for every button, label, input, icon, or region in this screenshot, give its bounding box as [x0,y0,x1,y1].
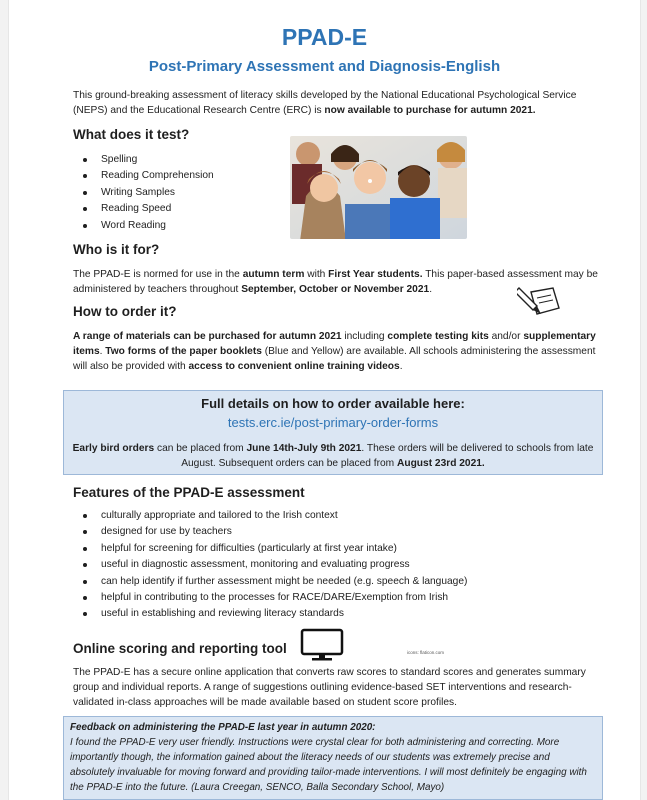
list-item: Writing Samples [73,185,283,201]
order-bold-3: supplementary items [73,331,596,357]
order-dates-text-2: . These orders will be delivered to schools from late August. Subsequent orders can be placed from [181,443,594,469]
list-item: useful in establishing and reviewing literacy standards [73,606,593,622]
who-heading: Who is it for? [73,242,160,257]
feedback-quote [70,735,596,795]
who-text-3: This paper-based assessment may be administered by teachers throughout [73,269,598,295]
order-text-3: . [99,346,106,357]
order-text-5: . [399,361,403,372]
order-details-box [63,390,603,475]
order-forms-link[interactable]: tests.erc.ie/post-primary-order-forms [227,415,439,430]
order-details-heading: Full details on how to order available here: [201,396,465,411]
list-item: useful in diagnostic assessment, monitoring and evaluating progress [73,557,593,573]
who-text-2: with [304,269,329,280]
students-photo-graphic [290,136,467,239]
order-bold-2: complete testing kits [387,331,489,342]
what-list [73,152,283,234]
what-heading: What does it test? [73,127,190,142]
order-text-4: (Blue and Yellow) are available. All schools administering the assessment will also be provided with [73,346,596,372]
intro-text: This ground-breaking assessment of literacy skills developed by the National Educational Psychological Service (NEPS) and the Educational Research Centre (ERC) is [73,90,577,116]
who-bold-3: September, October or November 2021 [241,284,430,295]
who-bold-1: autumn term [242,269,305,280]
monitor-icon [300,628,344,662]
page [8,0,641,800]
order-text-1: including [341,331,388,342]
feedback-box [63,716,603,800]
page-title: PPAD-E [281,24,368,50]
order-bold-1: A range of materials can be purchased for autumn 2021 [73,331,342,342]
order-dates-text-1: can be placed from [154,443,247,454]
order-dates-bold-2: June 14th-July 9th 2021 [246,443,362,454]
page-subtitle: Post-Primary Assessment and Diagnosis-English [148,58,501,75]
list-item: Spelling [73,152,283,168]
icon-credit: icons: flaticon.com [407,650,445,655]
feedback-quote-text: I found the PPAD-E very user friendly. Instructions were crystal clear for both administering and correcting. More importantly though, the information gained about the literacy needs of our students was extremely precise and absolutely invaluable for moving forward and providing tailor-made interventions. I will most definitely be engaging with the PPAD-E into the future. [70,737,587,793]
intro-paragraph [73,88,593,118]
online-paragraph: The PPAD-E has a secure online application that converts raw scores to standard scores and generates summary group and individual reports. A range of suggestions outlining evidence-based SET interventions and research-validated in-class approaches will be made available based on student score profiles. [73,667,586,708]
order-text-2: and/or [488,331,524,342]
list-item: Word Reading [73,218,283,234]
list-item: Reading Comprehension [73,168,283,184]
who-text-4: . [429,284,433,295]
list-item: Reading Speed [73,201,283,217]
order-heading: How to order it? [73,304,177,319]
feedback-attribution: (Laura Creegan, SENCO, Balla Secondary School, Mayo) [188,782,445,793]
students-photo [290,136,467,239]
list-item: can help identify if further assessment might be needed (e.g. speech & language) [73,574,593,590]
features-heading: Features of the PPAD-E assessment [73,485,305,500]
list-item: culturally appropriate and tailored to the Irish context [73,508,593,524]
list-item: helpful in contributing to the processes for RACE/DARE/Exemption from Irish [73,590,593,606]
order-paragraph [73,329,598,374]
order-dates-bold-3: August 23rd 2021. [397,458,485,469]
online-heading: Online scoring and reporting tool [73,641,287,656]
who-bold-2: First Year students. [328,269,423,280]
order-bold-5: access to convenient online training videos [188,361,400,372]
who-text-1: The PPAD-E is normed for use in the [73,269,243,280]
order-dates-text [64,441,602,471]
feedback-heading: Feedback on administering the PPAD-E last year in autumn 2020: [70,722,376,733]
order-bold-4: Two forms of the paper booklets [105,346,262,357]
pencil-paper-icon [517,284,561,316]
list-item: designed for use by teachers [73,524,593,540]
features-list [73,508,593,623]
list-item: helpful for screening for difficulties (particularly at first year intake) [73,541,593,557]
order-dates-bold-1: Early bird orders [72,443,155,454]
intro-bold: now available to purchase for autumn 2021. [324,105,536,116]
